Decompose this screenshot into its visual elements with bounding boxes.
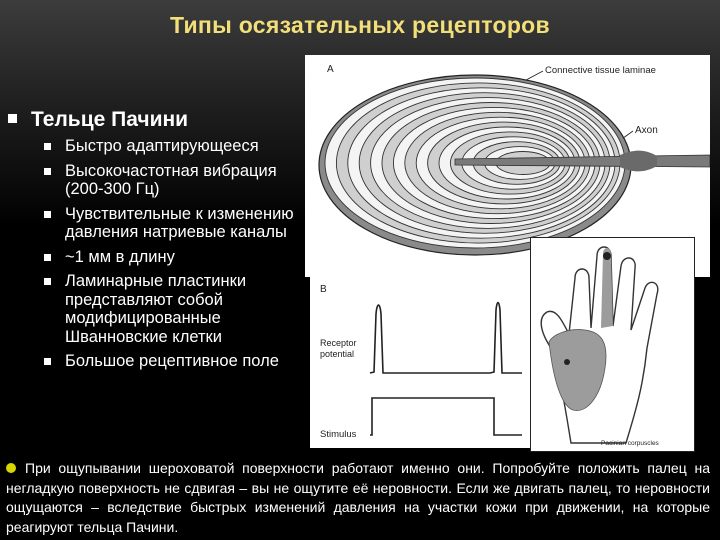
bullet-text: Чувствительные к изменению давления натриевые каналы [65, 204, 294, 241]
connective-tissue-label: Connective tissue laminae [545, 65, 656, 76]
receptor-label: Receptor [320, 338, 357, 348]
bullet-item [44, 162, 309, 199]
bullet-text: Быстро адаптирующееся [65, 137, 259, 155]
square-bullet-icon [44, 358, 51, 365]
bullet-item [44, 205, 309, 242]
bullet-item [44, 352, 309, 371]
bullet-item [44, 137, 309, 156]
bullet-text: Большое рецептивное поле [65, 352, 279, 370]
bullet-item [44, 248, 309, 267]
palm-receptive-field [549, 330, 606, 411]
square-bullet-icon [44, 168, 51, 175]
bullet-text: ~1 мм в длину [65, 247, 175, 266]
potential-label: potential [320, 349, 355, 359]
axon-bulge [620, 151, 657, 172]
receptor-potential-figure [310, 274, 532, 448]
bottom-paragraph [6, 459, 710, 537]
square-bullet-icon [44, 254, 51, 261]
stimulus-label: Stimulus [320, 429, 357, 440]
receptor-potential-trace [370, 303, 522, 374]
bullet-list [44, 137, 309, 377]
bottom-text: При ощупывании шероховатой поверхности работают именно они. Попробуйте положить палец на негладкую поверхность не сдвигая – вы не ощутите её неровности. Если же двигать палец, то неровности ощущаются – вследствие быстрых изменений давления на участки кожи при движении, на которые реагируют тельца Пачини. [6, 460, 710, 535]
square-bullet-icon [44, 211, 51, 218]
square-bullet-icon [44, 278, 51, 285]
round-bullet-icon [6, 463, 16, 473]
fingertip-corpuscle-dot [603, 252, 611, 260]
slide-title: Типы осязательных рецепторов [170, 12, 550, 38]
bullet-item [44, 272, 309, 346]
main-heading [8, 108, 188, 132]
palm-corpuscle-dot [564, 359, 570, 365]
hand-diagram [531, 238, 694, 451]
corpuscles-label: Pacinian corpuscles [601, 440, 659, 447]
bullet-text: Высокочастотная вибрация (200-300 Гц) [65, 161, 277, 198]
panel-a-letter: A [327, 64, 334, 75]
panel-b-letter: B [320, 284, 327, 295]
square-bullet-icon [8, 114, 17, 123]
heading-text: Тельце Пачини [31, 108, 189, 131]
potential-diagram [310, 274, 532, 448]
square-bullet-icon [44, 143, 51, 150]
bullet-text: Ламинарные пластинки представляют собой модифицированные Шванновские клетки [65, 272, 247, 346]
axon-label: Axon [635, 125, 658, 136]
hand-receptive-field-figure [530, 237, 695, 452]
stimulus-trace [370, 398, 522, 435]
